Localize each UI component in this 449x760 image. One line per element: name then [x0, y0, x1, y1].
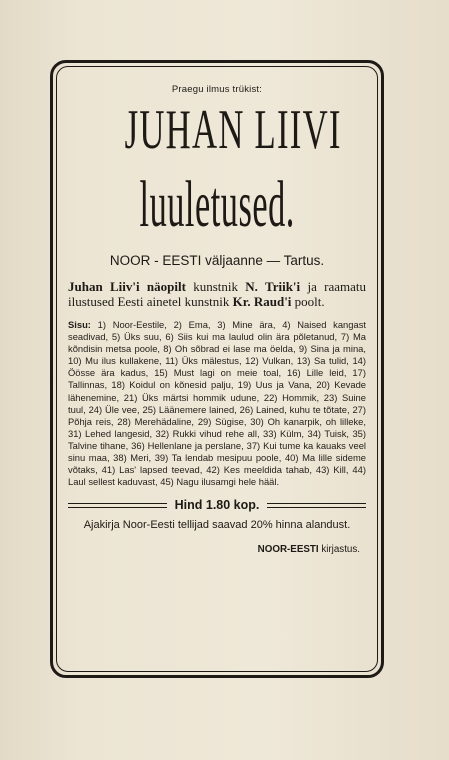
artist-triik: N. Triik'i [245, 279, 301, 294]
publisher-line: NOOR - EESTI väljaanne — Tartus. [109, 253, 325, 268]
table-of-contents [68, 319, 366, 488]
publisher-signature [68, 544, 360, 555]
price-label: Hind 1.80 kop. [174, 498, 260, 513]
advertisement [68, 84, 366, 555]
publisher-suffix: kirjastus. [318, 544, 360, 556]
contents-label: Sisu: [68, 319, 91, 330]
portrait-credit: Juhan Liiv'i näopilt [68, 279, 186, 294]
credit-text: kunstnik [185, 279, 246, 294]
artist-raud: Kr. Raud'i [232, 293, 292, 309]
price-rule-right [267, 503, 366, 508]
credit-text-3: poolt. [291, 293, 325, 309]
work-title: luuletused. [139, 168, 295, 241]
illustration-credits [68, 280, 366, 309]
announcement-line: Praegu ilmus trükist: [171, 84, 263, 95]
credit-text-2: ja raamatu ilustused Eesti ainetel kunstnik [68, 279, 366, 309]
contents-list: 1) Noor-Eestile, 2) Ema, 3) Mine ära, 4) Naised kangast seadivad, 5) Üks suu, 6) Siis kui ma laulud olin ära põletanud, 7) Ma kõndisin metsa poole, 8) Oh sõbrad ei lase ma öelda, 9) Sina ja mina, 10) Mu ilus kullakene, 11) Üks mälestus, 12) Vulkan, 13) Sa tulid, 14) Öösse ära kadus, 15) Must lagi on meie toal, 16) Lille leid, 17) Tallinnas, 18) Koidul on kõnesid palju, 19) Uus ja Vana, 20) Kevade lähenemine, 21) Üks märtsi hommik udune, 22) Hommik, 23) Suine tuul, 24) Üle vee, 25) Läänemere lained, 26) Lained, kuhu te tõtate, 27) Põhja reis, 28) Merehädaline, 29) Sügise, 30) Oh kanarpik, oh lilleke, 31) Lehed langesid, 32) Rukki vihud rehe all, 33) Külm, 34) Tuisk, 35) Talvine tihane, 36) Hellenlane ja perslane, 37) Kui tume ka kauaks veel sinu maa, 38) Meri, 39) Ta lendab mesipuu poole, 40) Ma lille sideme võtaks, 41) Las' lapsed teevad, 42) Kes meeldida tahab, 43) Kill, 44) Laul sellest kaduvast, 45) Nagu ilusamgi hele hääl. [68, 319, 366, 488]
price-rule-left [68, 503, 167, 508]
author-title: JUHAN LIIVI [124, 99, 342, 161]
price-row [68, 498, 366, 512]
publisher-name: NOOR-EESTI [257, 544, 319, 556]
subscriber-discount: Ajakirja Noor-Eesti tellijad saavad 20% hinna alandust. [83, 519, 351, 532]
